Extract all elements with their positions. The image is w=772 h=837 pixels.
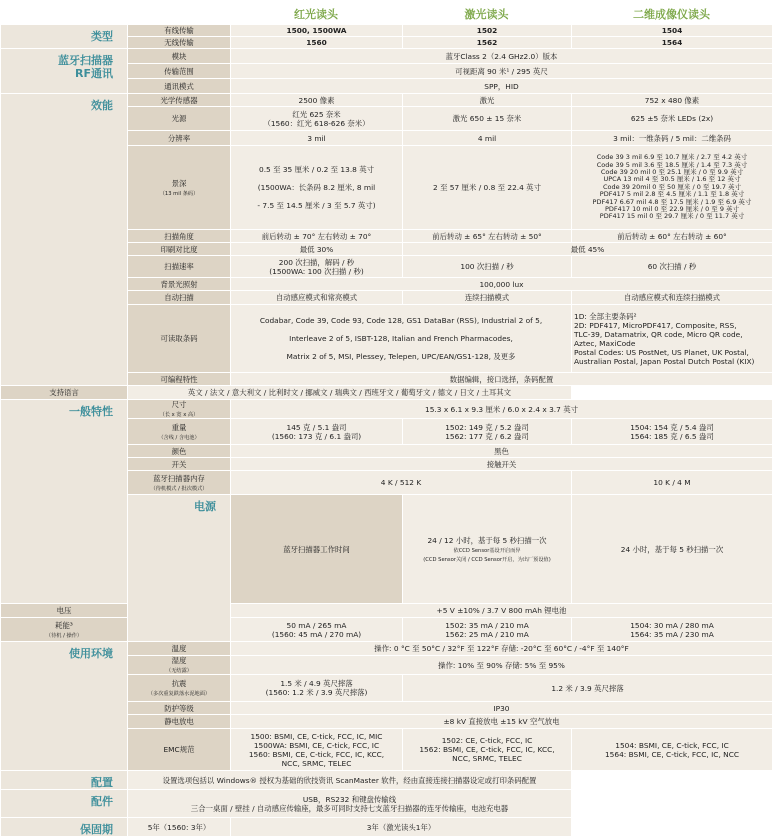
spec-value-text: 英文 / 法文 / 意大利文 / 比利时文 / 挪威文 / 瑞典文 / 西班牙文 / 葡萄牙文 / 德文 / 日文 / 土耳其文: [188, 388, 511, 397]
spec-label: [128, 64, 231, 79]
spec-value: [403, 25, 572, 37]
spec-value-text: 2 至 57 厘米 / 0.8 至 22.4 英寸: [433, 183, 541, 192]
spec-row: [1, 400, 772, 419]
spec-label-text: 防护等级: [164, 704, 194, 713]
spec-label: [1, 604, 128, 618]
spec-label: [128, 243, 231, 256]
spec-value: [231, 675, 403, 702]
spec-value: [572, 25, 772, 37]
column-header-red-light: 红光读头: [230, 6, 402, 22]
spec-value: [231, 471, 572, 495]
spec-value-text: 3 mil：一维条码 / 5 mil：二维条码: [613, 134, 731, 143]
spec-value: [231, 419, 403, 445]
spec-label: [231, 495, 403, 604]
spec-value-text: 752 x 480 像素: [645, 96, 699, 105]
spec-value-text: 接触开关: [487, 460, 517, 469]
spec-value-text: 625 ±5 奈米 LEDs (2x): [631, 114, 713, 123]
spec-label-text: 传输范围: [164, 67, 194, 76]
spec-value-text: 激光 650 ± 15 奈米: [453, 114, 522, 123]
spec-value-text: Codabar, Code 39, Code 93, Code 128, GS1 DataBar (RSS), Industrial 2 of 5, Interleave 2 of 5, ISBT-128, Italian and French Pharmacodes, Matrix 2 of 5, MSI, Plessey, Telepen, UPC/EAN/GS1-128, 及更多: [260, 316, 542, 361]
spec-row: [1, 604, 772, 618]
spec-row: [1, 771, 772, 790]
spec-label-text: 支持语言: [49, 388, 79, 397]
spec-label-text: 尺寸: [172, 400, 187, 409]
spec-label: [128, 471, 231, 495]
spec-value-text: 24 小时，基于每 5 秒扫描一次: [621, 545, 723, 554]
spec-value: [403, 256, 572, 278]
spec-value-text: 1502: [477, 26, 498, 35]
spec-value: [403, 107, 572, 131]
spec-label-text: 耗能³: [55, 621, 73, 630]
spec-value: [403, 230, 572, 243]
spec-label-text: 景深: [172, 179, 187, 188]
spec-value-text: 1502: 35 mA / 210 mA 1562: 25 mA / 210 mA: [445, 621, 529, 639]
spec-label-text: 印刷对比度: [161, 245, 198, 254]
spec-label: [128, 400, 231, 419]
category-label: 配件: [1, 790, 128, 818]
spec-row: [1, 49, 772, 64]
spec-value-text: 前后转动 ± 60° 左右转动 ± 60°: [617, 232, 726, 241]
spec-value-text: 操作: 10% 至 90% 存储: 5% 至 95%: [438, 661, 565, 670]
spec-value-text: USB，RS232 和键盘传输线 三合一桌面 / 壁挂 / 自动感应传输座，最多可同时支持七支蓝牙扫描器的连牙传输座，电池充电器: [191, 795, 508, 813]
spec-value-text: 1504: 154 克 / 5.4 盎司 1564: 185 克 / 6.5 盎司: [630, 423, 714, 441]
spec-value: [231, 604, 772, 618]
spec-label-text: 湿度: [172, 656, 187, 665]
spec-value-text: Code 39 3 mil 6.9 至 10.7 厘米 / 2.7 至 4.2 英寸 Code 39 5 mil 3.6 至 18.5 厘米 / 1.4 至 7.3 英寸 Code 39 20 mil 0 至 25.1 厘米 / 0 至 9.9 英寸 UPCA 13 mil 4 至 30.5 厘米 / 1.6 至 12 英寸 Code 39 20mil 0 至 50 厘米 / 0 至 19.7 英寸 PDF417 5 mil 2.8 至 4.5 厘米 / 1.1 至 1.8 英寸 PDF417 6.67 mil 4.8 至 17.5 厘米 / 1.9 至 6.9 英寸 PDF417 10 mil 0 至 22.9 厘米 / 0 至 9 英寸 PDF417 15 mil 0 至 29.7 厘米 / 0 至 11.7 英寸: [593, 153, 752, 220]
spec-label-text: 模块: [172, 52, 187, 61]
category-label: 电源: [128, 495, 231, 642]
spec-label: [128, 94, 231, 107]
spec-value-text: +5 V ±10% / 3.7 V 800 mAh 锂电池: [437, 606, 567, 615]
spec-value-text: 4 mil: [478, 134, 496, 143]
spec-label: [128, 107, 231, 131]
spec-value: [231, 278, 772, 291]
spec-label-text: 重量: [172, 423, 187, 432]
spec-value: [128, 818, 231, 837]
spec-value: [403, 291, 572, 305]
spec-value: [231, 37, 403, 49]
spec-label-text: 颜色: [172, 447, 187, 456]
spec-label: [128, 146, 231, 230]
spec-value: [572, 146, 772, 230]
category-label: 蓝牙扫描器 RF通讯: [1, 49, 128, 94]
category-label: 配置: [1, 771, 128, 790]
spec-value: [403, 675, 772, 702]
spec-value-text: 操作: 0 °C 至 50°C / 32°F 至 122°F 存储: -20°C 至 60°C / -4°F 至 140°F: [374, 644, 628, 653]
spec-label: [128, 675, 231, 702]
spec-row: [1, 94, 772, 107]
spec-value-text: 24 / 12 小时，基于每 5 秒扫描一次: [427, 536, 546, 545]
spec-value: [403, 618, 572, 642]
spec-value: [231, 818, 572, 837]
spec-value: [231, 656, 772, 675]
spec-value-text: 1D: 全部主要条码² 2D: PDF417, MicroPDF417, Composite, RSS, TLC-39, Datamatrix, QR code, Micro QR code, Aztec, MaxiCode Postal Codes: US PostNet, US Planet, UK Postal, Australian Postal, Japan Postal Dutch Postal (KIX): [574, 312, 754, 366]
spec-value: [231, 79, 772, 94]
spec-label: [128, 256, 231, 278]
spec-value-text: 激光: [480, 96, 495, 105]
spec-value-text: 1502: CE, C-tick, FCC, IC 1562: BSMI, CE, C-tick, FCC, IC, KCC, NCC, SRMC, TELEC: [419, 736, 554, 763]
spec-value-text: 10 K / 4 M: [653, 478, 690, 487]
spec-value-text: 连续扫描模式: [465, 293, 509, 302]
spec-value: [231, 305, 572, 373]
spec-label-text: 蓝牙扫描器工作时间: [283, 545, 350, 554]
spec-label: [128, 642, 231, 656]
spec-value-text: 3 mil: [307, 134, 325, 143]
spec-value: [231, 94, 403, 107]
spec-label-text: 有线传输: [164, 26, 194, 35]
spec-value: [572, 131, 772, 146]
spec-label: [128, 373, 231, 386]
spec-value-text: 200 次扫描，解码 / 秒 (1500WA: 100 次扫描 / 秒): [269, 258, 363, 276]
spec-value-text: IP30: [493, 704, 509, 713]
spec-label: [128, 702, 231, 715]
spec-value-text: 黑色: [494, 447, 509, 456]
spec-value: [128, 771, 572, 790]
spec-label-note: （13 mil 条码）: [160, 191, 199, 197]
spec-label: [128, 291, 231, 305]
spec-value-text: 设置选项包括以 Windows® 授权为基础的欣技资讯 ScanMaster 软件，经由直接连接扫描器设定或打印条码配置: [163, 776, 537, 785]
spec-value-text: 红光 625 奈米 （1560：红光 618-626 奈米）: [263, 110, 369, 128]
spec-value: [231, 131, 403, 146]
spec-label-text: 抗震: [172, 679, 187, 688]
category-label: 效能: [1, 94, 128, 386]
spec-row: [1, 818, 772, 837]
spec-value: [572, 94, 772, 107]
spec-value-text: 1504: 30 mA / 280 mA 1564: 35 mA / 230 mA: [630, 621, 714, 639]
spec-value-text: 蓝牙Class 2（2.4 GHz2.0）版本: [446, 52, 558, 61]
spec-value-text: 1562: [477, 38, 498, 47]
spec-label: [128, 305, 231, 373]
spec-value: [403, 243, 772, 256]
spec-value-text: 2500 像素: [299, 96, 335, 105]
spec-label-text: 自动扫描: [164, 293, 194, 302]
spec-value: [403, 146, 572, 230]
spec-label: [128, 49, 231, 64]
spec-label: [128, 458, 231, 471]
spec-label-text: 扫描角度: [164, 232, 194, 241]
spec-label-note: （无结露）: [166, 668, 192, 674]
spec-row: [1, 790, 772, 818]
spec-label: [128, 79, 231, 94]
spec-label: [128, 278, 231, 291]
spec-value: [231, 107, 403, 131]
spec-value-text: 1.2 米 / 3.9 英尺摔落: [551, 684, 623, 693]
spec-value-text: 145 克 / 5.1 盎司 (1560: 173 克 / 6.1 盎司): [272, 423, 361, 441]
spec-label: [128, 25, 231, 37]
spec-table: [0, 24, 772, 837]
spec-value-text: 1502: 149 克 / 5.2 盎司 1562: 177 克 / 6.2 盎司: [445, 423, 529, 441]
category-label: 保固期: [1, 818, 128, 837]
spec-label: [128, 230, 231, 243]
spec-value: [231, 291, 403, 305]
spec-value-text: 1500, 1500WA: [286, 26, 346, 35]
spec-value-text: 前后转动 ± 65° 左右转动 ± 50°: [432, 232, 541, 241]
spec-value-text: 1564: [662, 38, 683, 47]
spec-value: [231, 146, 403, 230]
spec-value-text: 1560: [306, 38, 327, 47]
column-header-2d-imager: 二维成像仪读头: [571, 6, 772, 22]
spec-value-text: 数据编辑，接口选择，条码配置: [450, 375, 553, 384]
spec-value: [572, 291, 772, 305]
spec-label-text: 扫描速率: [164, 262, 194, 271]
spec-value: [128, 790, 572, 818]
spec-value-text: ±8 kV 直接放电 ±15 kV 空气放电: [443, 717, 559, 726]
spec-value-text: 1504: BSMI, CE, C-tick, FCC, IC 1564: BSMI, CE, C-tick, FCC, IC, NCC: [605, 741, 739, 759]
spec-value-text: 最低 45%: [571, 245, 605, 254]
spec-label-text: 无线传输: [164, 38, 194, 47]
spec-value-text: 1500: BSMI, CE, C-tick, FCC, IC, MIC 1500WA: BSMI, CE, C-tick, FCC, IC 1560: BSMI, CE, C-tick, FCC, IC, KCC, NCC, SRMC, TELEC: [249, 732, 384, 768]
spec-value: [231, 445, 772, 458]
spec-value: [231, 729, 403, 771]
spec-label-text: 温度: [172, 644, 187, 653]
spec-label-text: 开关: [172, 460, 187, 469]
spec-label-text: 可读取条码: [161, 334, 198, 343]
spec-value-text: 可视距离 90 米¹ / 295 英尺: [455, 67, 547, 76]
spec-value: [231, 618, 403, 642]
spec-value-note: 依CCD Sensor基设开启而异 (CCD Sensor关闭 / CCD Sensor开启，为出厂预设值): [423, 548, 551, 563]
spec-label: [128, 131, 231, 146]
spec-label-text: 静电放电: [164, 717, 194, 726]
spec-value: [572, 107, 772, 131]
spec-label-text: 光源: [172, 114, 187, 123]
spec-value-text: 自动感应模式和常亮模式: [276, 293, 357, 302]
spec-value: [231, 25, 403, 37]
spec-value-text: 最低 30%: [300, 245, 334, 254]
spec-row: [1, 618, 772, 642]
spec-value: [231, 49, 772, 64]
spec-label: [1, 618, 128, 642]
spec-label: [128, 656, 231, 675]
spec-value: [231, 458, 772, 471]
category-label: 类型: [1, 25, 128, 49]
spec-value-text: 60 次扫描 / 秒: [648, 262, 697, 271]
spec-label-note: （长 x 宽 x 高）: [160, 412, 199, 418]
spec-value: [231, 400, 772, 419]
spec-value-text: 3年（激光读头1年）: [367, 823, 436, 832]
spec-value-text: 1504: [662, 26, 683, 35]
spec-value: [572, 419, 772, 445]
category-label: 一般特性: [1, 400, 128, 604]
spec-label: [128, 37, 231, 49]
spec-value: [572, 618, 772, 642]
spec-label-text: 光学传感器: [161, 96, 198, 105]
spec-label-text: EMC规范: [164, 745, 195, 754]
spec-value-text: 5年（1560: 3年）: [148, 823, 211, 832]
spec-value: [572, 495, 772, 604]
spec-value: [231, 243, 403, 256]
spec-value: [128, 386, 572, 400]
spec-label-note: （待机模式 / 批次模式）: [151, 486, 208, 492]
spec-label-note: （待机 / 操作）: [46, 633, 82, 639]
spec-value: [231, 373, 772, 386]
spec-row: [1, 25, 772, 37]
spec-value: [403, 94, 572, 107]
spec-value: [572, 230, 772, 243]
spec-value: [572, 256, 772, 278]
spec-label-note: （多次重复跌落水泥地面）: [148, 691, 210, 697]
spec-row: [1, 642, 772, 656]
spec-label: [128, 729, 231, 771]
column-header-laser: 激光读头: [402, 6, 571, 22]
spec-value-text: 前后转动 ± 70° 左右转动 ± 70°: [262, 232, 371, 241]
spec-value: [403, 419, 572, 445]
spec-value: [231, 64, 772, 79]
spec-value: [231, 642, 772, 656]
spec-value-text: 15.3 x 6.1 x 9.3 厘米 / 6.0 x 2.4 x 3.7 英寸: [425, 405, 578, 414]
spec-value: [231, 702, 772, 715]
spec-value-text: 0.5 至 35 厘米 / 0.2 至 13.8 英寸 (1500WA：长条码 8.2 厘米, 8 mil - 7.5 至 14.5 厘米 / 3 至 5.7 英寸): [257, 165, 375, 210]
spec-value: [572, 729, 772, 771]
spec-label-text: 通讯模式: [164, 82, 194, 91]
spec-value: [572, 37, 772, 49]
spec-value-text: 4 K / 512 K: [381, 478, 421, 487]
spec-value-text: 50 mA / 265 mA (1560: 45 mA / 270 mA): [272, 621, 361, 639]
spec-value: [231, 256, 403, 278]
spec-label: [128, 715, 231, 729]
spec-label-note: （含线 / 含电池）: [158, 435, 199, 441]
spec-row: [1, 386, 772, 400]
spec-value: [403, 729, 572, 771]
spec-value-text: 自动感应模式和连续扫描模式: [624, 293, 720, 302]
spec-value-text: 100,000 lux: [479, 280, 523, 289]
spec-value-text: 100 次扫描 / 秒: [460, 262, 513, 271]
spec-value: [231, 715, 772, 729]
category-label: 使用环境: [1, 642, 128, 771]
spec-label-text: 蓝牙扫描器内存: [153, 474, 205, 483]
spec-label: [128, 419, 231, 445]
spec-label: [1, 386, 128, 400]
spec-value: [403, 131, 572, 146]
spec-value-text: SPP，HID: [484, 82, 518, 91]
spec-label: [128, 445, 231, 458]
spec-value: [572, 305, 772, 373]
spec-value-text: 1.5 米 / 4.9 英尺摔落 (1560: 1.2 米 / 3.9 英尺摔落): [266, 679, 368, 697]
spec-value: [572, 471, 772, 495]
spec-label-text: 背景光照射: [161, 280, 198, 289]
spec-value: [403, 495, 572, 604]
spec-value: [403, 37, 572, 49]
spec-value: [231, 230, 403, 243]
spec-label-text: 可编程特性: [161, 375, 198, 384]
spec-label-text: 分辨率: [168, 134, 190, 143]
spec-label-text: 电压: [57, 606, 72, 615]
